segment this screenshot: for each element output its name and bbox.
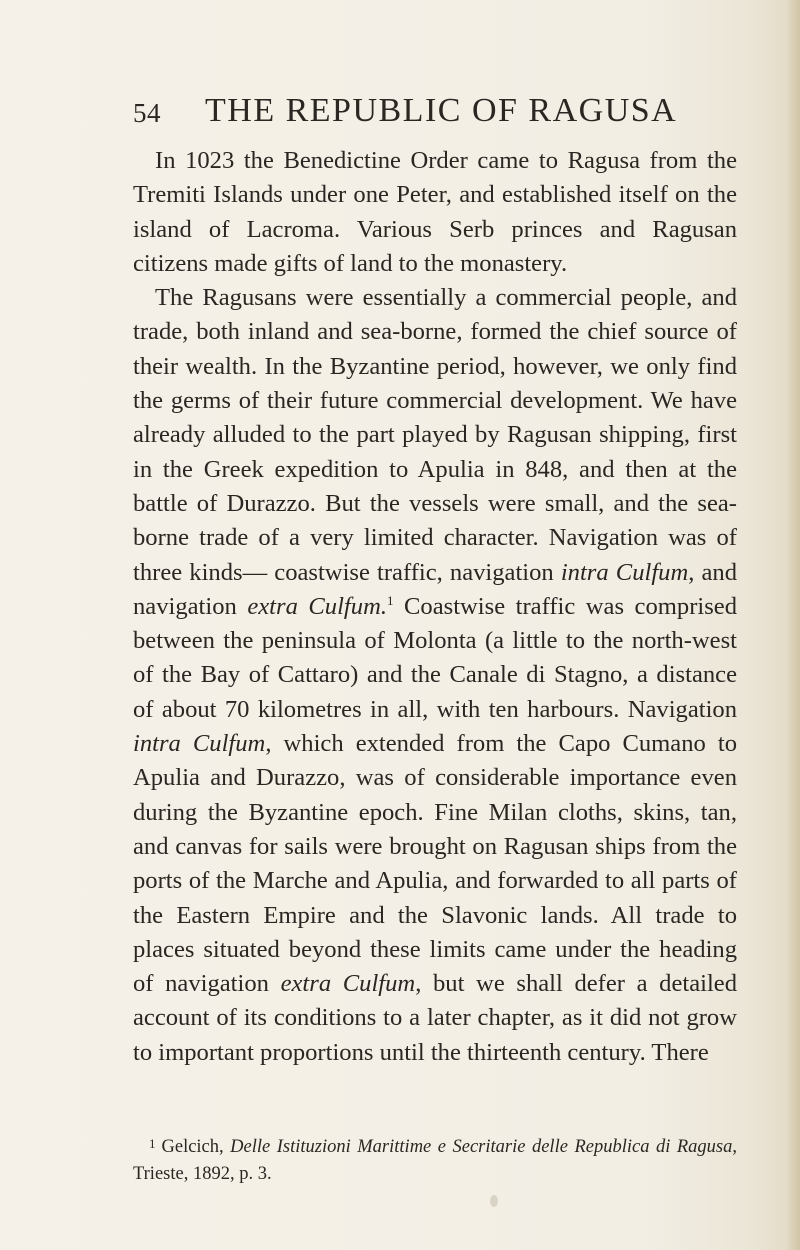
ink-smudge	[490, 1195, 498, 1207]
running-head: THE REPUBLIC OF RAGUSA	[205, 92, 678, 129]
body-text	[133, 144, 737, 1070]
page-number: 54	[133, 98, 161, 128]
paragraph-2-text-1: The Ragusans were essentially a commercial people, and trade, both inland and sea-borne, formed the chief source of their wealth. In the Byzantine period, however, we only find the germs of their future commercial development. We have already alluded to the part played by Ragusan shipping, first in the Greek expedition to Apulia in 848, and then at the battle of Durazzo. But the vessels were small, and the sea-borne trade of a very limited character. Navigation was of three kinds— coastwise traffic, navigation	[133, 284, 737, 586]
paragraph-2-text-5: , but we shall defer a detailed account of its conditions to a later chapter, as it did not grow to important proportions until the thirteenth century. There	[133, 970, 738, 1066]
italic-intra-culfum-2: intra Culfum	[133, 730, 266, 758]
paragraph-2-text-3: Coastwise traffic was comprised between the peninsula of Molonta (a little to the north-west of the Bay of Cattaro) and the Canale di Stagno, a distance of about 70 kilometres in all, with ten harbours. Navigation	[133, 592, 737, 723]
footnote-mark: 1	[149, 1136, 156, 1151]
footnote	[133, 1130, 737, 1188]
footnote-reference: 1	[386, 592, 394, 608]
paragraph-2	[133, 281, 737, 1070]
italic-extra-culfum-2: extra Culfum	[280, 970, 416, 998]
italic-extra-culfum: extra Culfum.	[247, 592, 387, 620]
paragraph-2-text-2: , and navigation	[133, 558, 737, 620]
page-edge-shadow	[786, 0, 800, 1250]
footnote-text	[133, 1130, 737, 1188]
paragraph-1: In 1023 the Benedictine Order came to Ragusa from the Tremiti Islands under one Peter, and established itself on the island of Lacroma. Various Serb princes and Ragusan citizens made gifts of land to the monastery.	[133, 147, 737, 277]
footnote-rest: , Trieste, 1892, p. 3.	[133, 1137, 737, 1184]
paragraph-2-text-4: , which extended from the Capo Cumano to Apulia and Durazzo, was of considerable importance even during the Byzantine epoch. Fine Milan cloths, skins, tan, and canvas for sails were brought on Ragusan ships from the ports of the Marche and Apulia, and forwarded to all parts of the Eastern Empire and the Slavonic lands. All trade to places situated beyond these limits came under the heading of navigation	[133, 730, 738, 998]
page-header	[133, 92, 733, 132]
footnote-author: Gelcich,	[161, 1137, 231, 1157]
footnote-title: Delle Istituzioni Marittime e Secritarie delle Republica di Ragusa	[230, 1137, 733, 1157]
italic-intra-culfum: intra Culfum	[560, 558, 689, 586]
